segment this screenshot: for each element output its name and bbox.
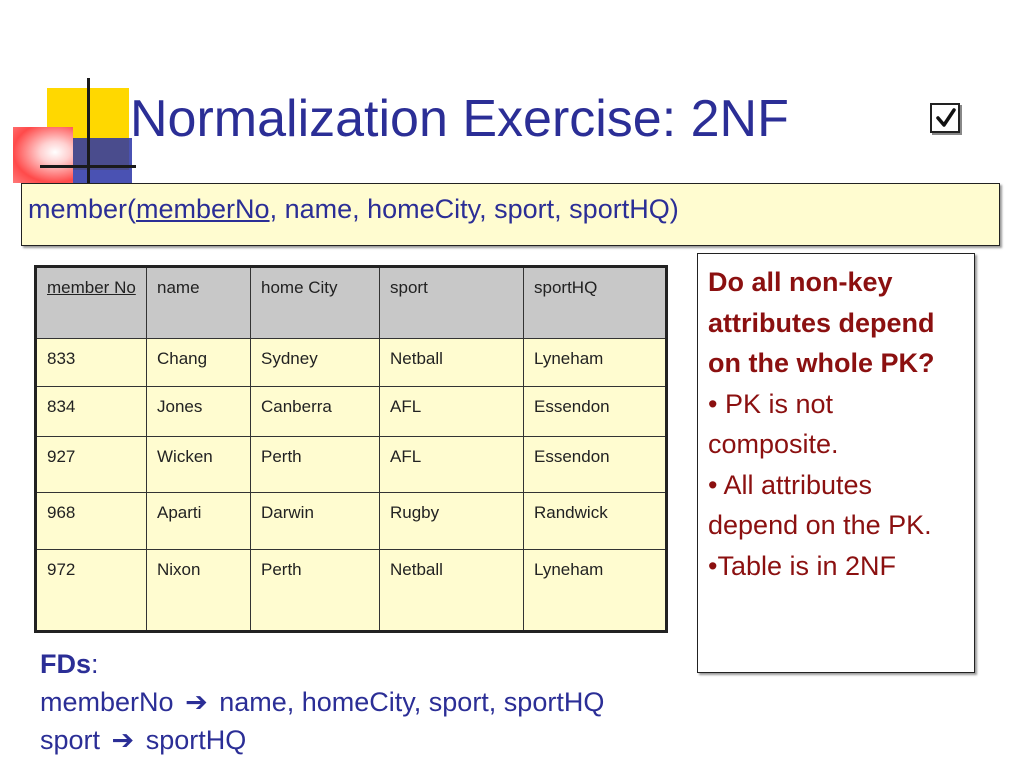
decorative-vertical-line — [87, 78, 90, 190]
fd-lhs: sport — [40, 725, 101, 755]
table-cell: Lyneham — [524, 550, 667, 632]
column-header-sport: sport — [380, 267, 524, 339]
right-arrow-icon: ➔ — [111, 725, 135, 755]
table-cell: 972 — [36, 550, 147, 632]
table-header-row — [36, 267, 667, 339]
column-header-sporthq: sportHQ — [524, 267, 667, 339]
table-cell: Rugby — [380, 493, 524, 550]
table-cell: 833 — [36, 339, 147, 387]
fd-lhs: memberNo — [40, 687, 174, 717]
table-cell: Netball — [380, 339, 524, 387]
fd-heading: FDs: — [40, 649, 99, 679]
table-cell: 834 — [36, 387, 147, 437]
table-cell: Essendon — [524, 437, 667, 493]
table-cell: Aparti — [147, 493, 251, 550]
checked-box-icon — [930, 103, 960, 133]
member-table — [34, 265, 668, 633]
table-cell: Netball — [380, 550, 524, 632]
table-row — [36, 550, 667, 632]
table-cell: Perth — [251, 437, 380, 493]
slide-title: Normalization Exercise: 2NF — [130, 90, 789, 148]
relation-schema-box — [21, 183, 1000, 246]
table-cell: 927 — [36, 437, 147, 493]
fd-line — [40, 683, 604, 721]
answer-line: • All attributes depend on the PK. — [708, 469, 932, 540]
decorative-red-square — [13, 127, 73, 183]
table-cell: AFL — [380, 387, 524, 437]
relation-attributes: , name, homeCity, sport, sportHQ) — [269, 194, 679, 224]
answer-line: • PK is not composite. — [708, 388, 839, 459]
column-header-homecity: home City — [251, 267, 380, 339]
table-cell: Nixon — [147, 550, 251, 632]
column-header-memberno: member No — [36, 267, 147, 339]
right-arrow-icon: ➔ — [185, 687, 208, 717]
table-row — [36, 493, 667, 550]
table-cell: Perth — [251, 550, 380, 632]
decorative-horizontal-line — [40, 165, 136, 168]
relation-primary-key: memberNo — [136, 194, 270, 224]
table-cell: Essendon — [524, 387, 667, 437]
relation-schema — [28, 194, 679, 225]
table-cell: Chang — [147, 339, 251, 387]
table-cell: Jones — [147, 387, 251, 437]
table-cell: 968 — [36, 493, 147, 550]
fd-rhs: sportHQ — [145, 725, 247, 755]
table-cell: AFL — [380, 437, 524, 493]
column-header-name: name — [147, 267, 251, 339]
question-box — [697, 253, 975, 673]
table-row — [36, 387, 667, 437]
table-cell: Lyneham — [524, 339, 667, 387]
relation-prefix: member( — [28, 194, 137, 224]
table-cell: Canberra — [251, 387, 380, 437]
table-cell: Sydney — [251, 339, 380, 387]
table-cell: Randwick — [524, 493, 667, 550]
functional-dependencies — [40, 645, 604, 759]
table-cell: Darwin — [251, 493, 380, 550]
question-text: Do all non-key attributes depend on the whole PK? — [708, 267, 935, 378]
answer-line: •Table is in 2NF — [708, 550, 897, 581]
table-cell: Wicken — [147, 437, 251, 493]
fd-rhs: name, homeCity, sport, sportHQ — [219, 687, 605, 717]
table-row — [36, 339, 667, 387]
table-row — [36, 437, 667, 493]
fd-line — [40, 721, 604, 759]
